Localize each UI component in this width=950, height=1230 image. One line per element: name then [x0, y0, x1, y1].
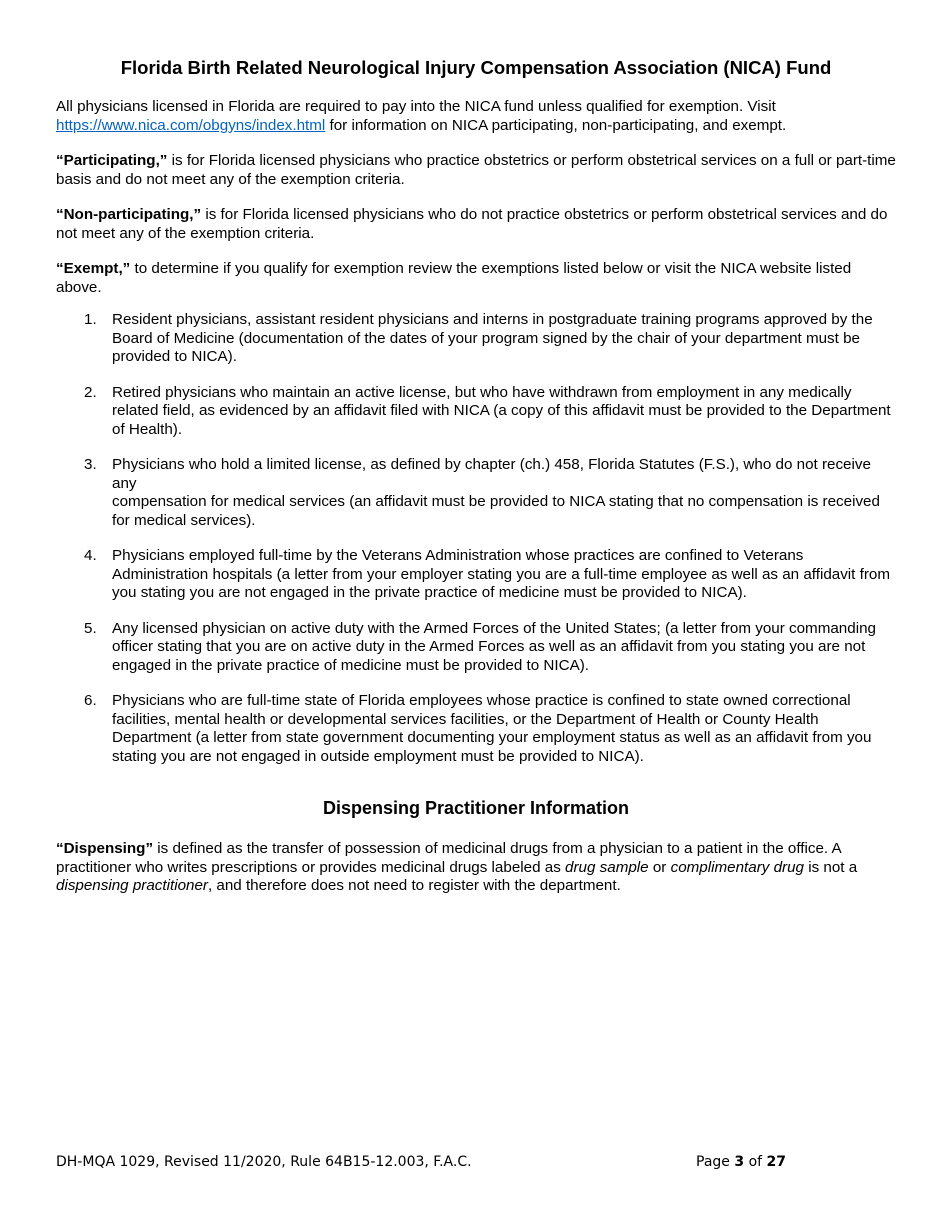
list-item [56, 311, 896, 367]
dispensing-text: , and therefore does not need to register with the department. [207, 877, 621, 894]
page-current: 3 [734, 1154, 745, 1170]
list-item [56, 620, 896, 676]
list-text: Physicians employed full-time by the Veterans Administration whose practices are confined to Veterans Administration hospitals (a letter from your employer stating you are a full-time employee as well as an affidavit from you stating you are not engaged in the private practice of medicine must be provided to NICA). [112, 547, 890, 601]
intro-paragraph [56, 98, 896, 135]
definition-term: “Non-participating,” [56, 206, 202, 223]
list-text-continued: compensation for medical services (an affidavit must be provided to NICA stating that no compensation is received for medical services). [112, 493, 880, 529]
section-heading-dispensing: Dispensing Practitioner Information [322, 798, 630, 818]
list-number: 4. [84, 547, 97, 564]
page-of: of [748, 1154, 763, 1170]
dispensing-italic: complimentary drug [670, 858, 804, 876]
page-number [696, 1152, 786, 1172]
definition-participating [56, 152, 896, 189]
dispensing-text: or [652, 858, 667, 876]
dispensing-italic: drug sample [565, 858, 649, 876]
definition-term: “Exempt,” [56, 260, 131, 277]
list-item [56, 692, 896, 766]
list-item [56, 384, 896, 440]
definition-text: is for Florida licensed physicians who do not practice obstetrics or perform obstetrical services and do not meet any of the exemption criteria. [56, 206, 888, 242]
nica-link[interactable]: https://www.nica.com/obgyns/index.html [56, 116, 326, 134]
dispensing-paragraph [56, 840, 896, 896]
list-text: Retired physicians who maintain an active license, but who have withdrawn from employment in any medically related field, as evidenced by an affidavit filed with NICA (a copy of this affidavit must be provided to the Department of Health). [112, 383, 891, 438]
page-total: 27 [766, 1154, 786, 1170]
dispensing-term: “Dispensing” [56, 840, 154, 857]
list-text: Any licensed physician on active duty with the Armed Forces of the United States; (a letter from your commanding officer stating that you are on active duty in the Armed Forces as well as an affidavit from you stating you are not engaged in the private practice of medicine must be provided to NICA). [112, 619, 876, 674]
list-number: 2. [84, 383, 97, 401]
intro-text: All physicians licensed in Florida are required to pay into the NICA fund unless qualified for exemption. Visit [56, 98, 776, 115]
list-text: Physicians who are full-time state of Florida employees whose practice is confined to state owned correctional facilities, mental health or developmental services facilities, or the Department of Health or County Health Department (a letter from state government documenting your employment status as well as an affidavit from you stating you are not engaged in outside employment must be provided to NICA). [112, 692, 872, 765]
page-title: Florida Birth Related Neurological Injury Compensation Association (NICA) Fund [120, 57, 832, 78]
page-label: Page [696, 1154, 730, 1170]
dispensing-text: is not a [808, 858, 858, 876]
document-body [56, 57, 896, 896]
list-item [56, 456, 896, 530]
list-number: 3. [84, 456, 97, 473]
definition-exempt [56, 260, 896, 297]
list-number: 6. [84, 692, 97, 709]
list-number: 5. [84, 619, 97, 637]
list-number: 1. [84, 311, 97, 328]
list-text: Physicians who hold a limited license, as defined by chapter (ch.) 458, Florida Statutes (F.S.), who do not receive any [112, 456, 871, 492]
exemption-list [56, 311, 896, 766]
intro-text-after: for information on NICA participating, non-participating, and exempt. [329, 116, 787, 134]
list-text: Resident physicians, assistant resident physicians and interns in postgraduate training programs approved by the Board of Medicine (documentation of the dates of your program signed by the chair of your department must be provided to NICA). [112, 311, 873, 365]
definition-text: is for Florida licensed physicians who practice obstetrics or perform obstetrical services on a full or part-time basis and do not meet any of the exemption criteria. [56, 152, 896, 188]
form-info: DH-MQA 1029, Revised 11/2020, Rule 64B15-12.003, F.A.C. [56, 1154, 472, 1170]
definition-term: “Participating,” [56, 152, 168, 169]
dispensing-italic: dispensing practitioner [56, 877, 208, 894]
list-item [56, 547, 896, 603]
page-footer [56, 1152, 896, 1172]
dispensing-text: is defined as the transfer of possession of medicinal drugs from a physician to a patient in the office. A practitioner who writes prescriptions or provides medicinal drugs labeled as [56, 840, 841, 876]
definition-non-participating [56, 206, 896, 243]
definition-text: to determine if you qualify for exemption review the exemptions listed below or visit the NICA website listed above. [56, 260, 852, 296]
